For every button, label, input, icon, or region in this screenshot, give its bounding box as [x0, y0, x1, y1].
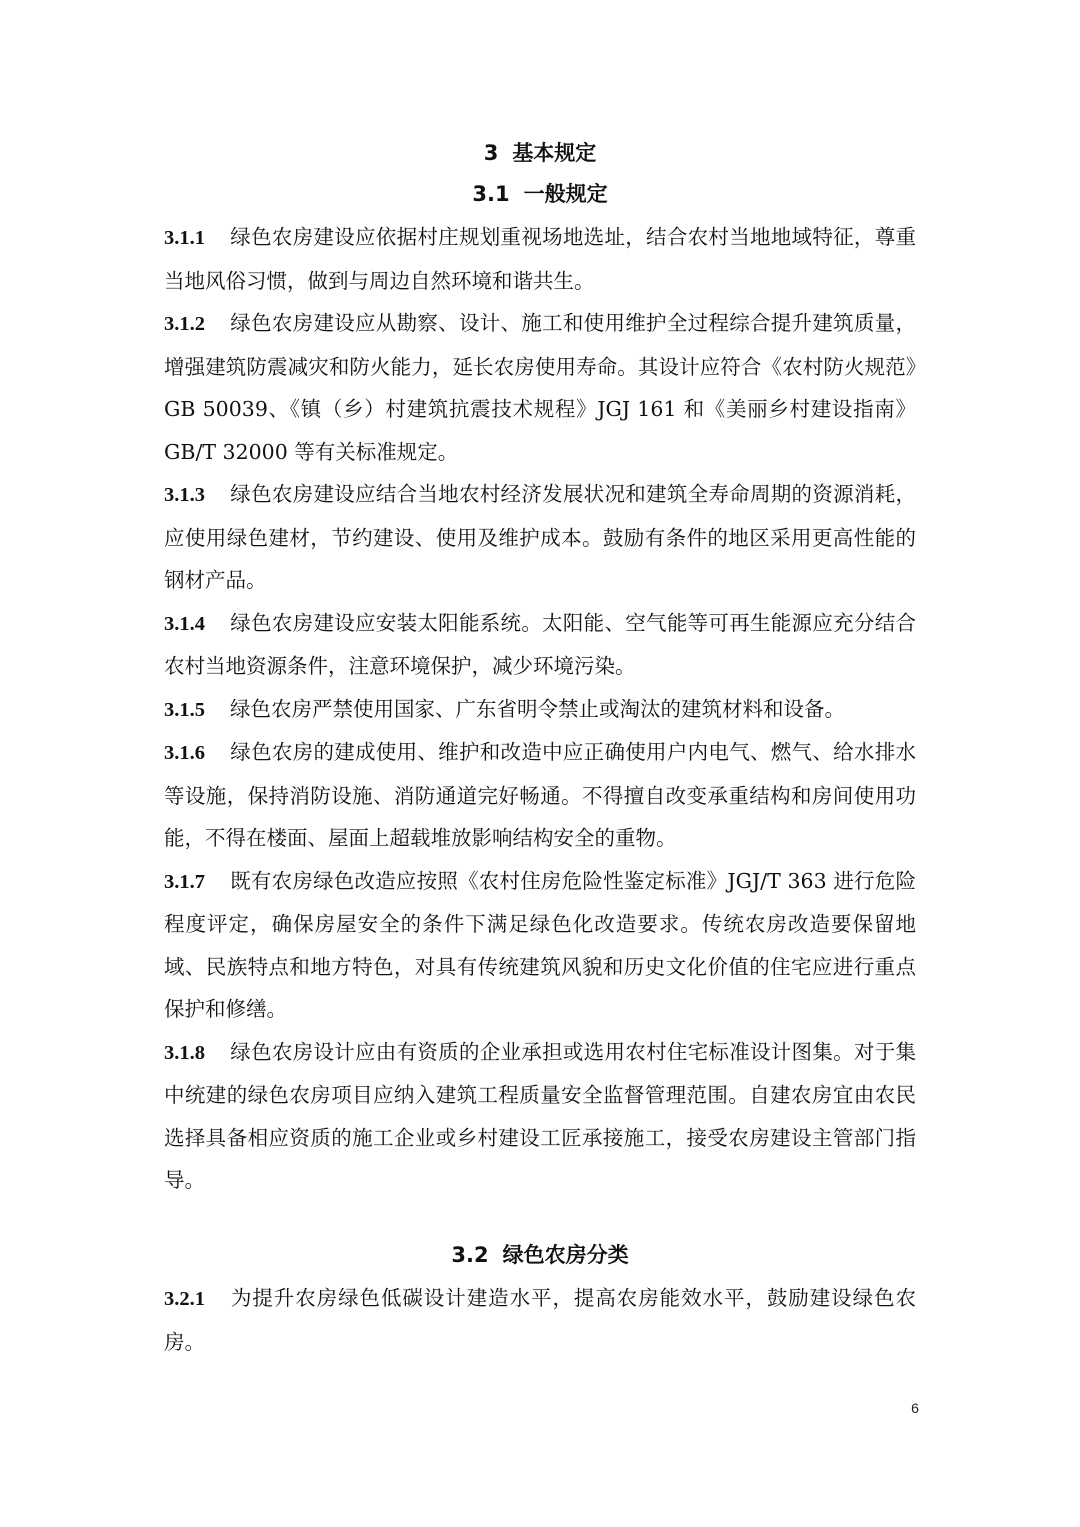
- clause-3-1-8: [164, 1031, 916, 1202]
- clause-3-1-2: [164, 302, 916, 473]
- chapter-title: [0, 138, 1080, 168]
- clause-number: 3.1.8: [164, 1041, 205, 1064]
- section-title-text: 一般规定: [523, 182, 608, 206]
- section-title-3-2: [0, 1240, 1080, 1270]
- clause-3-1-6: [164, 731, 916, 860]
- clause-text: 绿色农房建设应依据村庄规划重视场地选址，结合农村当地地域特征，尊重当地风俗习惯，做到与周边自然环境和谐共生。: [164, 225, 916, 293]
- chapter-title-text: 基本规定: [512, 141, 597, 165]
- clause-text: 绿色农房建设应结合当地农村经济发展状况和建筑全寿命周期的资源消耗，应使用绿色建材，节约建设、使用及维护成本。鼓励有条件的地区采用更高性能的钢材产品。: [164, 482, 916, 592]
- clause-3-2-1: [164, 1277, 916, 1363]
- clause-number: 3.2.1: [164, 1288, 205, 1310]
- clause-number: 3.1.5: [164, 698, 205, 721]
- section-number: 3.2: [451, 1243, 489, 1267]
- section-3-1-body: [164, 216, 916, 1202]
- clause-number: 3.1.3: [164, 484, 205, 506]
- clause-text: 为提升农房绿色低碳设计建造水平，提高农房能效水平，鼓励建设绿色农房。: [164, 1286, 916, 1354]
- clause-number: 3.1.7: [164, 870, 205, 893]
- clause-number: 3.1.6: [164, 742, 205, 764]
- clause-text: 绿色农房设计应由有资质的企业承担或选用农村住宅标准设计图集。对于集中统建的绿色农房项目应纳入建筑工程质量安全监督管理范围。自建农房宜由农民选择具备相应资质的施工企业或乡村建设工匠承接施工，接受农房建设主管部门指导。: [164, 1039, 916, 1192]
- section-number: 3.1: [472, 182, 510, 206]
- clause-3-1-1: [164, 216, 916, 302]
- section-title-3-1: [0, 179, 1080, 209]
- section-title-text: 绿色农房分类: [502, 1243, 629, 1267]
- clause-text: 绿色农房建设应从勘察、设计、施工和使用维护全过程综合提升建筑质量，增强建筑防震减灾和防火能力，延长农房使用寿命。其设计应符合《农村防火规范》GB 50039、《镇（乡）村建筑抗震技术规程》JGJ 161 和《美丽乡村建设指南》GB/T 32000 等有关标准规定。: [164, 311, 916, 464]
- clause-number: 3.1.4: [164, 612, 205, 635]
- clause-3-1-5: [164, 688, 916, 732]
- clause-3-1-3: [164, 473, 916, 602]
- clause-number: 3.1.1: [164, 227, 205, 249]
- clause-text: 绿色农房严禁使用国家、广东省明令禁止或淘汰的建筑材料和设备。: [230, 696, 845, 721]
- clause-text: 绿色农房的建成使用、维护和改造中应正确使用户内电气、燃气、给水排水等设施，保持消防设施、消防通道完好畅通。不得擅自改变承重结构和房间使用功能，不得在楼面、屋面上超载堆放影响结构安全的重物。: [164, 740, 916, 850]
- clause-text: 绿色农房建设应安装太阳能系统。太阳能、空气能等可再生能源应充分结合农村当地资源条件，注意环境保护，减少环境污染。: [164, 610, 916, 678]
- clause-3-1-4: [164, 602, 916, 688]
- chapter-number: 3: [483, 141, 499, 165]
- clause-text: 既有农房绿色改造应按照《农村住房危险性鉴定标准》JGJ/T 363 进行危险程度评定，确保房屋安全的条件下满足绿色化改造要求。传统农房改造要保留地域、民族特点和地方特色，对具有传统建筑风貌和历史文化价值的住宅应进行重点保护和修缮。: [164, 868, 916, 1021]
- clause-3-1-7: [164, 860, 916, 1031]
- page-number: 6: [911, 1400, 919, 1416]
- clause-number: 3.1.2: [164, 313, 205, 335]
- section-3-2-body: [164, 1277, 916, 1363]
